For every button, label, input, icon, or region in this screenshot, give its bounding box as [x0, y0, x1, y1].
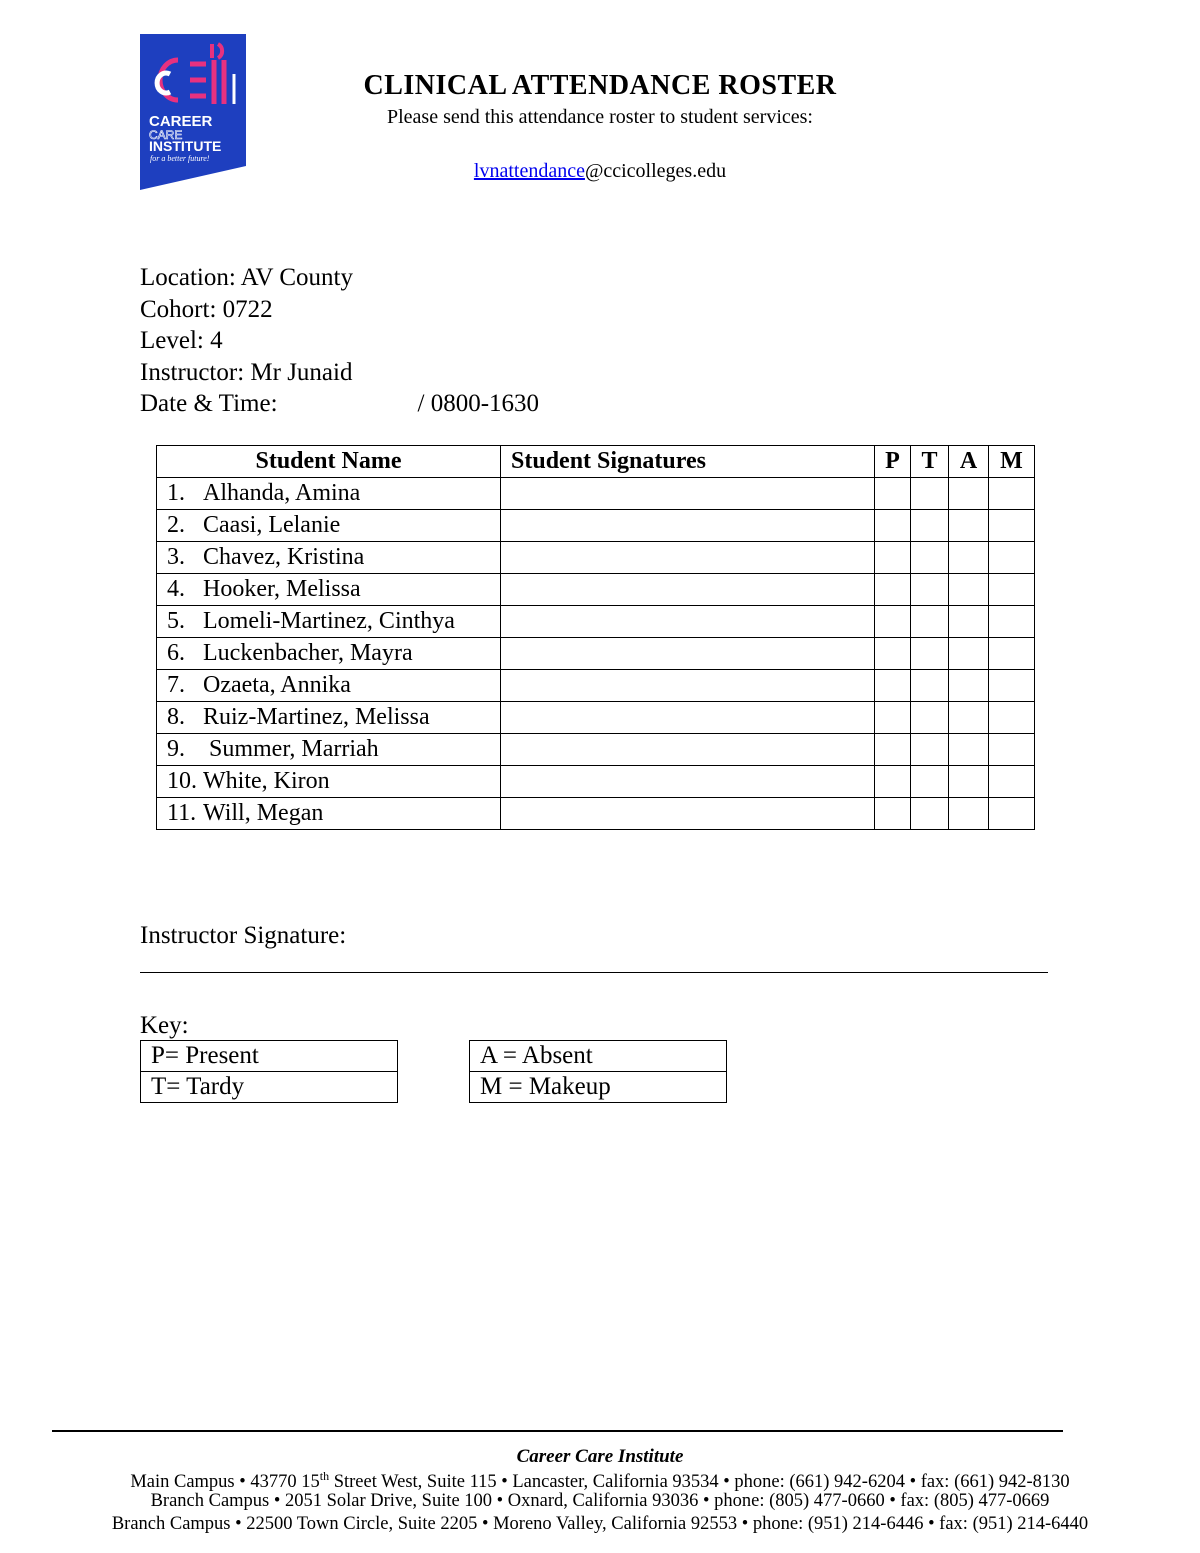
- student-name-cell: [157, 510, 501, 542]
- present-cell[interactable]: [875, 510, 911, 542]
- student-number: 4.: [167, 576, 185, 602]
- svg-text:INSTITUTE: INSTITUTE: [149, 138, 222, 154]
- absent-cell[interactable]: [949, 702, 989, 734]
- student-name-cell: [157, 670, 501, 702]
- present-cell[interactable]: [875, 478, 911, 510]
- student-name: White, Kiron: [203, 768, 330, 794]
- signature-cell[interactable]: [501, 670, 875, 702]
- present-cell[interactable]: [875, 702, 911, 734]
- student-number: 5.: [167, 608, 185, 634]
- footer-main-campus-a: Main Campus • 43770 15: [130, 1472, 320, 1493]
- absent-cell[interactable]: [949, 478, 989, 510]
- signature-cell[interactable]: [501, 510, 875, 542]
- student-name-cell: [157, 734, 501, 766]
- signature-cell[interactable]: [501, 734, 875, 766]
- footer-institute-name: Career Care Institute: [516, 1446, 684, 1467]
- student-name: Alhanda, Amina: [203, 480, 361, 506]
- footer-oxnard-campus: Branch Campus • 2051 Solar Drive, Suite 100 • Oxnard, California 93036 • phone: (805) 477-0660 • fax: (805) 477-0669: [150, 1491, 1050, 1511]
- student-number: 9.: [167, 736, 185, 762]
- svg-text:for a better future!: for a better future!: [150, 154, 210, 163]
- present-cell[interactable]: [875, 734, 911, 766]
- footer-main-campus-sup: th: [319, 1469, 330, 1483]
- present-cell[interactable]: [875, 798, 911, 830]
- signature-cell[interactable]: [501, 542, 875, 574]
- table-row: [157, 606, 1035, 638]
- student-name: Ruiz-Martinez, Melissa: [203, 704, 430, 730]
- instructor-signature-line[interactable]: [140, 972, 1048, 973]
- makeup-cell[interactable]: [989, 670, 1035, 702]
- page-subtitle: Please send this attendance roster to student services:: [387, 106, 813, 128]
- makeup-cell[interactable]: [989, 606, 1035, 638]
- present-cell[interactable]: [875, 670, 911, 702]
- key-makeup: M = Makeup: [470, 1072, 727, 1103]
- signature-cell[interactable]: [501, 574, 875, 606]
- student-number: 7.: [167, 672, 185, 698]
- tardy-cell[interactable]: [911, 766, 949, 798]
- key-table-right: [469, 1040, 727, 1103]
- instructor-signature-label: Instructor Signature:: [140, 922, 347, 949]
- attendance-table: [156, 445, 1035, 830]
- key-absent: A = Absent: [470, 1041, 727, 1072]
- tardy-cell[interactable]: [911, 574, 949, 606]
- table-row: [157, 638, 1035, 670]
- table-row: [157, 574, 1035, 606]
- tardy-cell[interactable]: [911, 798, 949, 830]
- page-title: CLINICAL ATTENDANCE ROSTER: [363, 70, 837, 101]
- absent-cell[interactable]: [949, 798, 989, 830]
- tardy-cell[interactable]: [911, 734, 949, 766]
- email-domain: @ccicolleges.edu: [584, 160, 727, 182]
- student-name: Summer, Marriah: [203, 736, 379, 762]
- absent-cell[interactable]: [949, 734, 989, 766]
- student-number: 1.: [167, 480, 185, 506]
- time-value: / 0800-1630: [417, 390, 540, 417]
- tardy-cell[interactable]: [911, 478, 949, 510]
- student-number: 6.: [167, 640, 185, 666]
- key-table-left: [140, 1040, 398, 1103]
- signature-cell[interactable]: [501, 478, 875, 510]
- makeup-cell[interactable]: [989, 574, 1035, 606]
- absent-cell[interactable]: [949, 766, 989, 798]
- key-present: P= Present: [141, 1041, 398, 1072]
- tardy-cell[interactable]: [911, 606, 949, 638]
- student-name-cell: [157, 798, 501, 830]
- absent-cell[interactable]: [949, 542, 989, 574]
- table-row: [157, 542, 1035, 574]
- header-student-signatures: Student Signatures: [501, 446, 875, 478]
- roster-info: [140, 262, 539, 420]
- student-name-cell: [157, 478, 501, 510]
- table-header-row: [157, 446, 1035, 478]
- makeup-cell[interactable]: [989, 542, 1035, 574]
- absent-cell[interactable]: [949, 510, 989, 542]
- student-name: Caasi, Lelanie: [203, 512, 341, 538]
- signature-cell[interactable]: [501, 766, 875, 798]
- present-cell[interactable]: [875, 574, 911, 606]
- student-name: Will, Megan: [203, 800, 324, 826]
- table-row: [157, 766, 1035, 798]
- student-name: Hooker, Melissa: [203, 576, 361, 602]
- signature-cell[interactable]: [501, 638, 875, 670]
- absent-cell[interactable]: [949, 670, 989, 702]
- cohort-line: Cohort: 0722: [140, 295, 273, 323]
- date-time-label: Date & Time:: [140, 390, 278, 417]
- header-makeup: M: [989, 446, 1035, 478]
- absent-cell[interactable]: [949, 638, 989, 670]
- student-name: Ozaeta, Annika: [203, 672, 351, 698]
- email-address: [0, 160, 1200, 183]
- makeup-cell[interactable]: [989, 510, 1035, 542]
- header-absent: A: [949, 446, 989, 478]
- tardy-cell[interactable]: [911, 510, 949, 542]
- makeup-cell[interactable]: [989, 478, 1035, 510]
- signature-cell[interactable]: [501, 606, 875, 638]
- table-row: [157, 670, 1035, 702]
- student-name-cell: [157, 542, 501, 574]
- svg-text:CAREER: CAREER: [149, 113, 213, 130]
- footer-main-campus-b: Street West, Suite 115 • Lancaster, California 93534 • phone: (661) 942-6204 • fax: (661) 942-8130: [329, 1472, 1070, 1493]
- table-row: [157, 478, 1035, 510]
- instructor-line: Instructor: Mr Junaid: [140, 358, 353, 386]
- makeup-cell[interactable]: [989, 702, 1035, 734]
- student-number: 2.: [167, 512, 185, 538]
- header-student-name: Student Name: [157, 446, 501, 478]
- location-line: Location: AV County: [140, 264, 353, 291]
- makeup-cell[interactable]: [989, 798, 1035, 830]
- student-number: 10.: [167, 768, 197, 794]
- signature-cell[interactable]: [501, 702, 875, 734]
- level-line: Level: 4: [140, 327, 223, 354]
- svg-text:CARE: CARE: [149, 128, 183, 142]
- student-name: Luckenbacher, Mayra: [203, 640, 413, 666]
- student-name: Lomeli-Martinez, Cinthya: [203, 608, 455, 634]
- tardy-cell[interactable]: [911, 638, 949, 670]
- email-link[interactable]: lvnattendance: [473, 160, 585, 182]
- student-number: 8.: [167, 704, 185, 730]
- footer-main-campus: [0, 1469, 1200, 1493]
- makeup-cell[interactable]: [989, 766, 1035, 798]
- student-name-cell: [157, 638, 501, 670]
- table-row: [157, 798, 1035, 830]
- key-tardy: T= Tardy: [141, 1072, 398, 1103]
- absent-cell[interactable]: [949, 574, 989, 606]
- makeup-cell[interactable]: [989, 734, 1035, 766]
- signature-cell[interactable]: [501, 798, 875, 830]
- present-cell[interactable]: [875, 606, 911, 638]
- present-cell[interactable]: [875, 766, 911, 798]
- table-row: [157, 510, 1035, 542]
- student-name: Chavez, Kristina: [203, 544, 365, 570]
- present-cell[interactable]: [875, 638, 911, 670]
- header-tardy: T: [911, 446, 949, 478]
- makeup-cell[interactable]: [989, 638, 1035, 670]
- footer-divider: [52, 1430, 1063, 1432]
- present-cell[interactable]: [875, 542, 911, 574]
- student-name-cell: [157, 766, 501, 798]
- student-name-cell: [157, 606, 501, 638]
- tardy-cell[interactable]: [911, 542, 949, 574]
- date-time-line: [140, 388, 539, 420]
- header-present: P: [875, 446, 911, 478]
- key-label: Key:: [140, 1012, 189, 1039]
- student-name-cell: [157, 574, 501, 606]
- table-row: [157, 702, 1035, 734]
- footer-moreno-valley-campus: Branch Campus • 22500 Town Circle, Suite 2205 • Moreno Valley, California 92553 • phone: (951) 214-6446 • fax: (951) 214-6440: [111, 1514, 1089, 1534]
- tardy-cell[interactable]: [911, 702, 949, 734]
- student-number: 11.: [167, 800, 197, 826]
- tardy-cell[interactable]: [911, 670, 949, 702]
- student-number: 3.: [167, 544, 185, 570]
- table-row: [157, 734, 1035, 766]
- student-name-cell: [157, 702, 501, 734]
- absent-cell[interactable]: [949, 606, 989, 638]
